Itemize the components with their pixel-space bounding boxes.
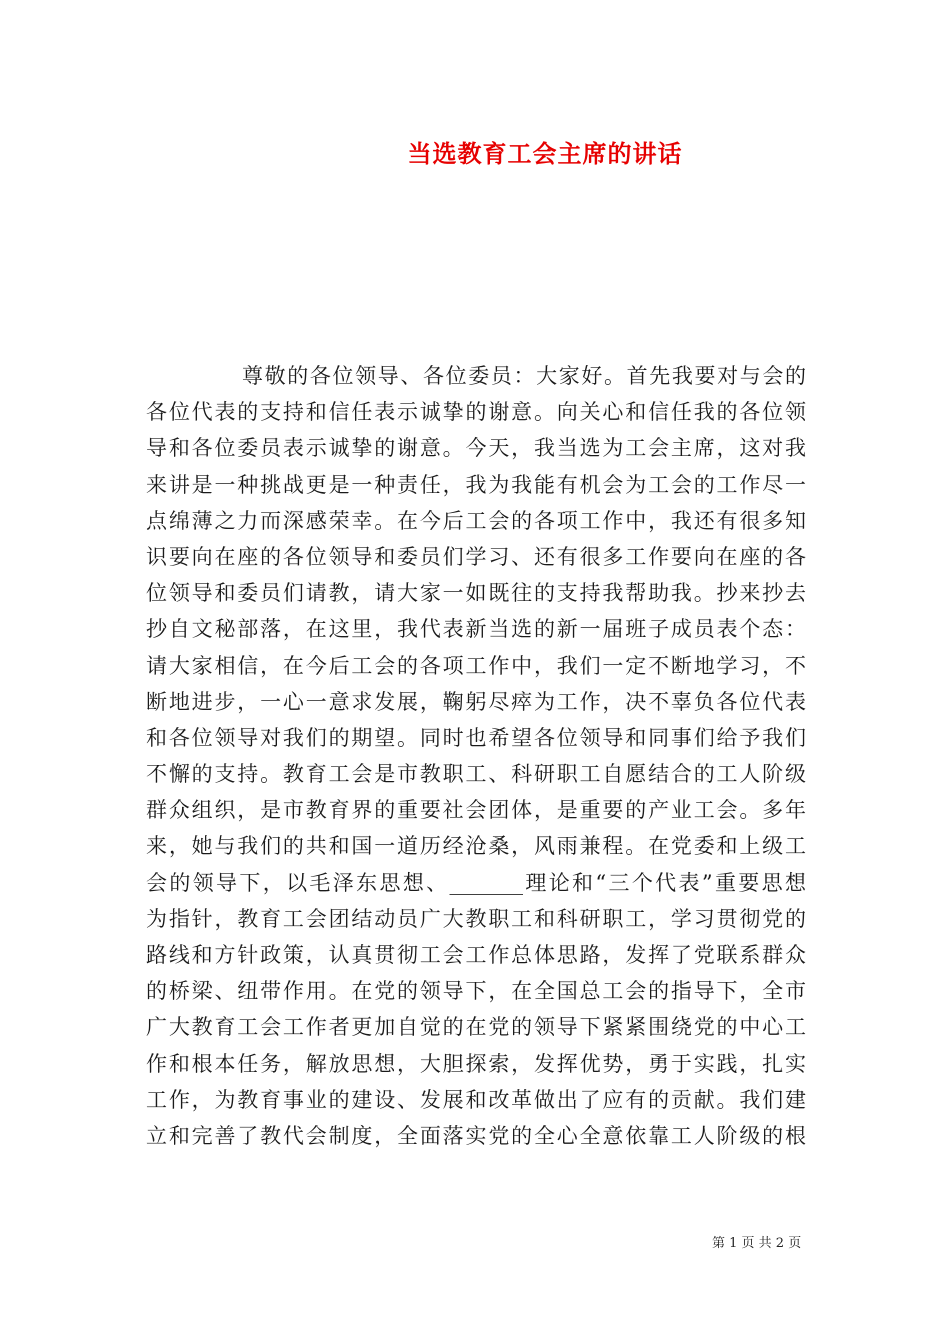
body-line: 为指针，教育工会团结动员广大教职工和科研职工，学习贯彻党的 (146, 906, 806, 931)
body-line: 作和根本任务，解放思想，大胆探索，发挥优势，勇于实践，扎实 (146, 1051, 806, 1076)
body-line: 尊敬的各位领导、各位委员：大家好。首先我要对与会的 (242, 364, 806, 388)
body-line: 来，她与我们的共和国一道历经沧桑，风雨兼程。在党委和上级工 (146, 834, 806, 859)
document-body (146, 358, 806, 1154)
body-line: 广大教育工会工作者更加自觉的在党的领导下紧紧围绕党的中心工 (146, 1015, 806, 1040)
body-line: 不懈的支持。教育工会是市教职工、科研职工自愿结合的工人阶级 (146, 762, 806, 787)
body-line: 群众组织，是市教育界的重要社会团体，是重要的产业工会。多年 (146, 798, 806, 823)
body-line: 位领导和委员们请教，请大家一如既往的支持我帮助我。抄来抄去 (146, 581, 806, 606)
body-line: 抄自文秘部落，在这里，我代表新当选的新一届班子成员表个态： (146, 617, 806, 642)
page-footer: 第 1 页 共 2 页 (712, 1236, 802, 1251)
body-line: 识要向在座的各位领导和委员们学习、还有很多工作要向在座的各 (146, 544, 806, 569)
document-title: 当选教育工会主席的讲话 (407, 139, 683, 168)
body-line: 路线和方针政策，认真贯彻工会工作总体思路，发挥了党联系群众 (146, 943, 806, 967)
body-line: 导和各位委员表示诚挚的谢意。今天，我当选为工会主席，这对我 (146, 436, 806, 461)
body-line: 点绵薄之力而深感荣幸。在今后工会的各项工作中，我还有很多知 (146, 508, 806, 533)
body-line: 的桥梁、纽带作用。在党的领导下，在全国总工会的指导下，全市 (146, 979, 806, 1004)
body-line: 请大家相信，在今后工会的各项工作中，我们一定不断地学习，不 (146, 653, 806, 678)
body-line: 各位代表的支持和信任表示诚挚的谢意。向关心和信任我的各位领 (146, 400, 806, 425)
body-line: 和各位领导对我们的期望。同时也希望各位领导和同事们给予我们 (146, 725, 806, 750)
body-line: 会的领导下，以毛泽东思想、_______理论和“三个代表”重要思想 (146, 870, 806, 895)
body-line: 立和完善了教代会制度，全面落实党的全心全意依靠工人阶级的根 (146, 1123, 806, 1148)
body-line: 来讲是一种挑战更是一种责任，我为我能有机会为工会的工作尽一 (146, 472, 806, 497)
body-line: 断地进步，一心一意求发展，鞠躬尽瘁为工作，决不辜负各位代表 (146, 689, 806, 714)
body-line: 工作，为教育事业的建设、发展和改革做出了应有的贡献。我们建 (146, 1087, 806, 1112)
